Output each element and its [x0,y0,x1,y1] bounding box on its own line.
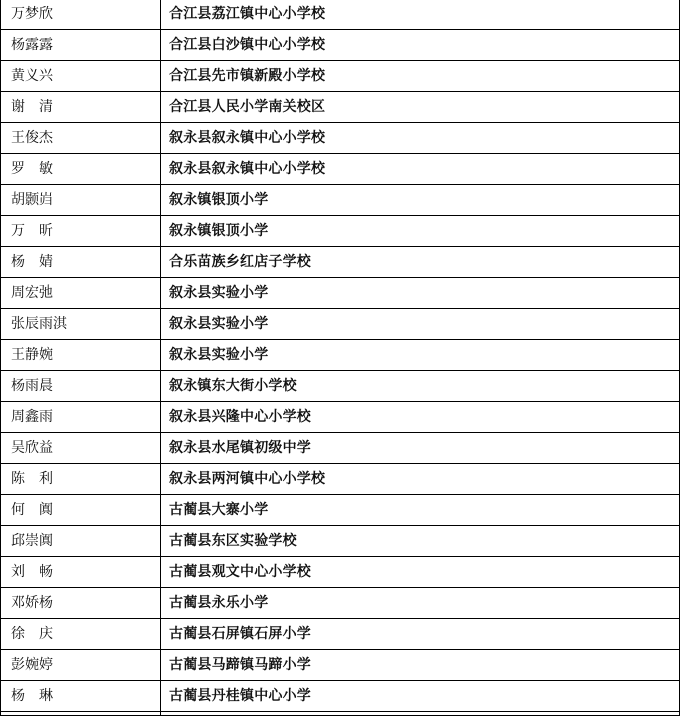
student-name-cell: 周鑫雨 [1,402,161,433]
student-name-cell [1,712,161,716]
school-name-cell: 叙永县两河镇中心小学校 [161,464,680,495]
student-name-cell: 胡颢岿 [1,185,161,216]
school-name-cell: 合江县白沙镇中心小学校 [161,30,680,61]
student-name-cell: 徐 庆 [1,619,161,650]
roster-table-body [1,0,680,716]
table-row [1,619,680,650]
table-row [1,61,680,92]
school-name-cell: 古蔺县大寨小学 [161,495,680,526]
table-row [1,681,680,712]
student-name-cell: 张辰雨淇 [1,309,161,340]
school-name-cell: 古蔺县永乐小学 [161,588,680,619]
table-row-partial [1,712,680,716]
table-row [1,278,680,309]
school-name-cell: 叙永镇银顶小学 [161,216,680,247]
student-name-cell: 陈 利 [1,464,161,495]
student-name-cell: 谢 清 [1,92,161,123]
table-row [1,123,680,154]
student-name-cell: 万梦欣 [1,0,161,30]
table-row [1,185,680,216]
school-name-cell: 合乐苗族乡红店子学校 [161,247,680,278]
table-row [1,154,680,185]
school-name-cell: 叙永县实验小学 [161,278,680,309]
table-row [1,92,680,123]
student-name-cell: 何 阗 [1,495,161,526]
school-name-cell: 合江县荔江镇中心小学校 [161,0,680,30]
table-row [1,216,680,247]
table-row [1,371,680,402]
table-row [1,402,680,433]
table-row [1,433,680,464]
school-name-cell: 叙永镇东大街小学校 [161,371,680,402]
table-row [1,30,680,61]
table-row [1,557,680,588]
student-name-cell: 吴欣益 [1,433,161,464]
school-name-cell: 叙永县水尾镇初级中学 [161,433,680,464]
student-name-cell: 黄义兴 [1,61,161,92]
table-row [1,0,680,30]
student-name-cell: 邓娇杨 [1,588,161,619]
school-name-cell [161,712,680,716]
student-name-cell: 杨 婧 [1,247,161,278]
table-row [1,464,680,495]
student-name-cell: 周宏弛 [1,278,161,309]
table-row [1,526,680,557]
table-row [1,340,680,371]
school-name-cell: 合江县人民小学南关校区 [161,92,680,123]
school-name-cell: 叙永县叙永镇中心小学校 [161,154,680,185]
student-name-cell: 罗 敏 [1,154,161,185]
student-name-cell: 杨雨晨 [1,371,161,402]
school-name-cell: 叙永镇银顶小学 [161,185,680,216]
student-name-cell: 王静婉 [1,340,161,371]
table-row [1,650,680,681]
student-name-cell: 邱崇阗 [1,526,161,557]
school-name-cell: 古蔺县丹桂镇中心小学 [161,681,680,712]
student-name-cell: 杨 琳 [1,681,161,712]
school-name-cell: 古蔺县马蹄镇马蹄小学 [161,650,680,681]
school-name-cell: 叙永县实验小学 [161,340,680,371]
table-row [1,309,680,340]
school-name-cell: 古蔺县观文中心小学校 [161,557,680,588]
table-row [1,588,680,619]
school-name-cell: 古蔺县东区实验学校 [161,526,680,557]
school-name-cell: 古蔺县石屏镇石屏小学 [161,619,680,650]
table-row [1,247,680,278]
table-row [1,495,680,526]
student-name-cell: 万 昕 [1,216,161,247]
school-name-cell: 叙永县兴隆中心小学校 [161,402,680,433]
school-name-cell: 叙永县实验小学 [161,309,680,340]
school-name-cell: 合江县先市镇新殿小学校 [161,61,680,92]
school-name-cell: 叙永县叙永镇中心小学校 [161,123,680,154]
student-name-cell: 彭婉婷 [1,650,161,681]
student-name-cell: 刘 畅 [1,557,161,588]
student-name-cell: 王俊杰 [1,123,161,154]
student-name-cell: 杨露露 [1,30,161,61]
